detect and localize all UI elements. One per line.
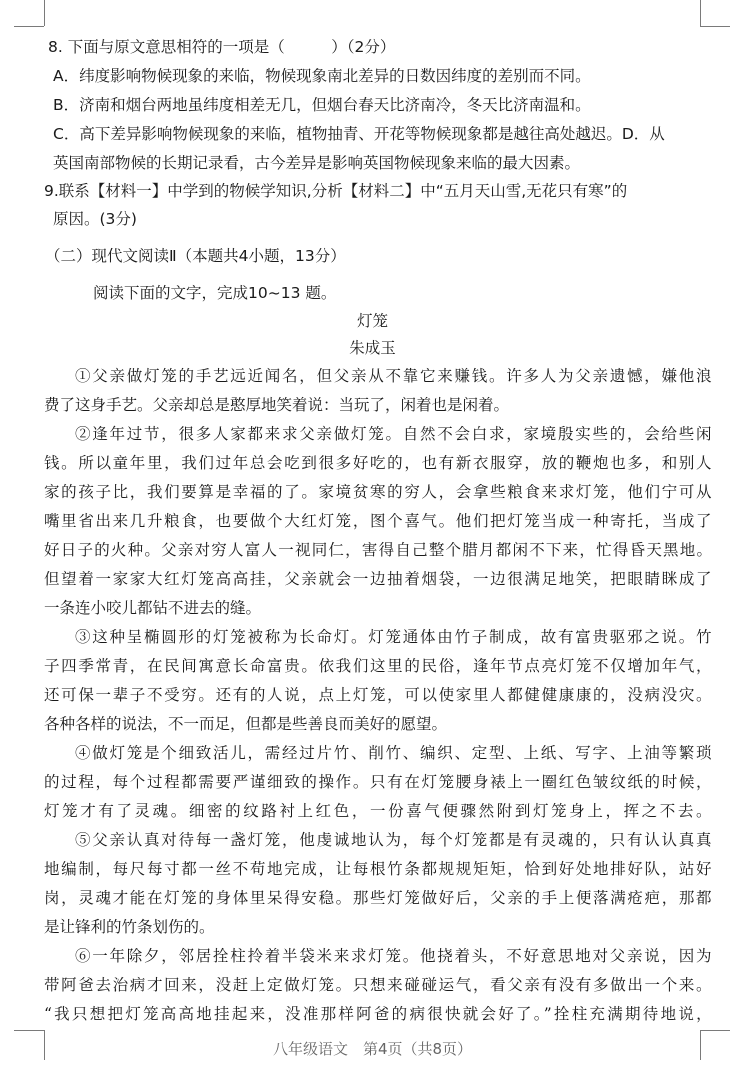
article-line: ④做灯笼是个细致活儿，需经过片竹、削竹、编织、定型、上纸、写字、上油等繁琐	[75, 744, 714, 762]
section-heading: （二）现代文阅读Ⅱ（本题共4小题，13分）	[45, 247, 346, 265]
article-line: 一条连小咬儿都钻不进去的缝。	[44, 599, 262, 617]
crop-mark-bottom-right-h	[700, 1030, 730, 1031]
crop-mark-bottom-left-h	[14, 1030, 44, 1031]
section-instruction: 阅读下面的文字，完成10~13 题。	[93, 284, 337, 302]
question-8-option-cd-line1: C．高下差异影响物候现象的来临，植物抽青、开花等物候现象都是越往高处越迟。D．从	[53, 125, 665, 143]
page-footer: 八年级语文 第4页（共8页）	[272, 1040, 473, 1058]
article-line: 灯笼才有了灵魂。细密的纹路衬上红色，一份喜气便骤然附到灯笼身上，挥之不去。	[44, 802, 715, 820]
article-line: 地编制，每尺每寸都一丝不苟地完成，让每根竹条都规规矩矩，恰到好处地排好队，站好	[44, 860, 714, 878]
article-line: ①父亲做灯笼的手艺远近闻名，但父亲从不靠它来赚钱。许多人为父亲遗憾，嫌他浪	[75, 367, 714, 385]
article-line: 还可保一辈子不受穷。还有的人说，点上灯笼，可以使家里人都健健康康的，没病没灾。	[44, 686, 714, 704]
article-line: “我只想把灯笼高高地挂起来，没准那样阿爸的病很快就会好了。”拴柱充满期待地说，	[44, 1005, 714, 1023]
crop-mark-top-left-h	[14, 26, 44, 27]
article-line: 的过程，每个过程都需要严谨细致的操作。只有在灯笼腰身裱上一圈红色皱纹纸的时候，	[44, 773, 714, 791]
crop-mark-top-right-h	[700, 26, 730, 27]
question-8-option-a: A．纬度影响物候现象的来临，物候现象南北差异的日数因纬度的差别而不同。	[53, 67, 591, 85]
article-line: 子四季常青，在民间寓意长命富贵。依我们这里的民俗，逢年节点亮灯笼不仅增加年气，	[44, 657, 714, 675]
article-line: ⑤父亲认真对待每一盏灯笼，他虔诚地认为，每个灯笼都是有灵魂的，只有认认真真	[75, 831, 714, 849]
article-line: 岗，灵魂才能在灯笼的身体里呆得安稳。那些灯笼做好后，父亲的手上便落满疮疤，那都	[44, 889, 714, 907]
crop-mark-top-left	[44, 0, 45, 26]
question-9-line1: 9.联系【材料一】中学到的物候学知识,分析【材料二】中“五月天山雪,无花只有寒”的	[44, 182, 628, 200]
question-8-stem: 8. 下面与原文意思相符的一项是（ ）（2分）	[48, 38, 396, 56]
article-line: 带阿爸去治病才回来，没赶上定做灯笼。只想来碰碰运气，看父亲有没有多做出一个来。	[44, 976, 714, 994]
article-line: 家的孩子比，我们要算是幸福的了。家境贫寒的穷人，会拿些粮食来求灯笼，他们宁可从	[44, 483, 714, 501]
article-line: 费了这身手艺。父亲却总是憨厚地笑着说：当玩了，闲着也是闲着。	[44, 396, 510, 414]
article-line: 是让锋利的竹条划伤的。	[44, 918, 215, 936]
article-line: 但望着一家家大红灯笼高高挂，父亲就会一边抽着烟袋，一边很满足地笑，把眼睛眯成了	[44, 570, 714, 588]
article-author: 朱成玉	[349, 339, 396, 357]
crop-mark-top-right	[700, 0, 701, 26]
article-line: 钱。所以童年里，我们过年总会吃到很多好吃的，也有新衣服穿，放的鞭炮也多，和别人	[44, 454, 714, 472]
article-line: ③这种呈椭圆形的灯笼被称为长命灯。灯笼通体由竹子制成，故有富贵驱邪之说。竹	[75, 628, 714, 646]
question-9-line2: 原因。(3分)	[53, 210, 137, 228]
article-line: ②逢年过节，很多人家都来求父亲做灯笼。自然不会白求，家境殷实些的，会给些闲	[75, 425, 714, 443]
article-title: 灯笼	[356, 312, 388, 330]
question-8-option-cd-line2: 英国南部物候的长期记录看，古今差异是影响英国物候现象来临的最大因素。	[53, 154, 581, 172]
article-line: 好日子的火种。父亲对穷人富人一视同仁，害得自己整个腊月都闲不下来，忙得昏天黑地。	[44, 541, 714, 559]
article-line: 各种各样的说法，不一而足，但都是些善良而美好的愿望。	[44, 715, 448, 733]
article-line: 嘴里省出来几升粮食，也要做个大红灯笼，图个喜气。他们把灯笼当成一种寄托，当成了	[44, 512, 714, 530]
article-line: ⑥一年除夕，邻居拴柱拎着半袋米来求灯笼。他挠着头，不好意思地对父亲说，因为	[75, 947, 714, 965]
question-8-option-b: B．济南和烟台两地虽纬度相差无几，但烟台春天比济南冷，冬天比济南温和。	[53, 96, 591, 114]
